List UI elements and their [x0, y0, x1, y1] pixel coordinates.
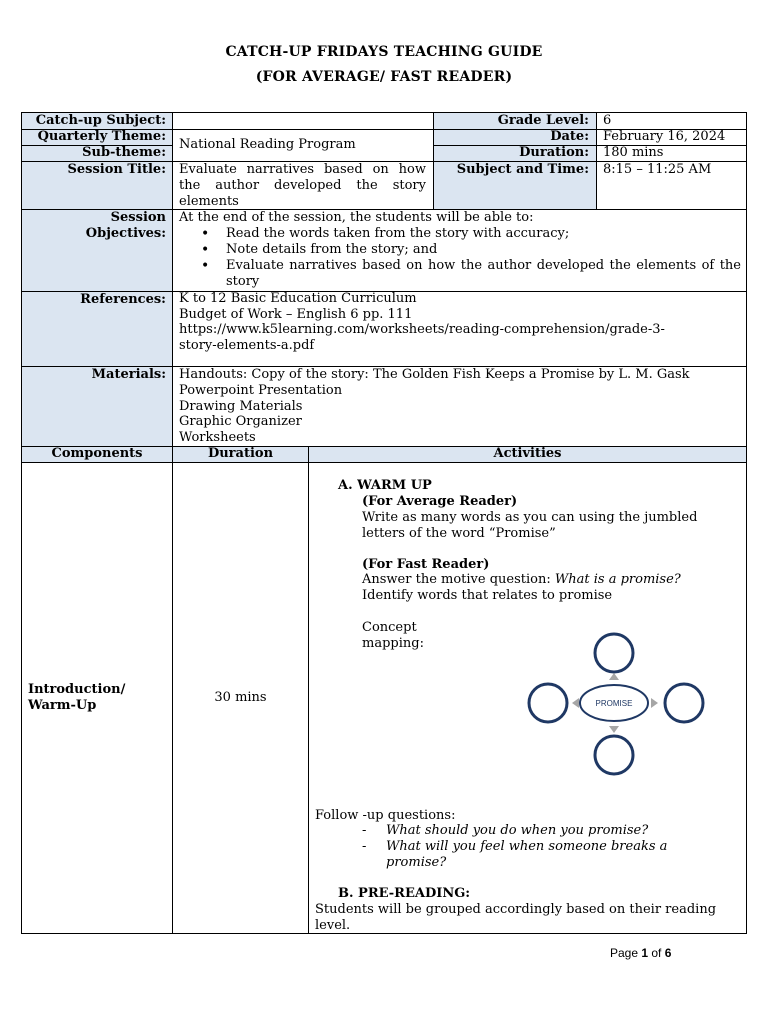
- followup-dash: -: [362, 839, 367, 854]
- table-border: [21, 462, 747, 463]
- table-border: [172, 112, 173, 446]
- prereading-text: Students will be grouped accordingly based on their reading level.: [315, 902, 717, 933]
- reference-line: Budget of Work – English 6 pp. 111: [179, 307, 413, 322]
- fast-reader-heading: (For Fast Reader): [362, 557, 490, 572]
- grade-level-label: Grade Level:: [497, 113, 589, 128]
- reference-link-cont[interactable]: story-elements-a.pdf: [179, 338, 315, 353]
- header-activities: Activities: [493, 446, 562, 461]
- concept-node-left: [529, 684, 567, 722]
- arrow-down-icon: [609, 726, 619, 733]
- followup-label: Follow -up questions:: [315, 808, 456, 823]
- objectives-label-line1: Session: [110, 210, 166, 225]
- material-line: Handouts: Copy of the story: The Golden Fish Keeps a Promise by L. M. Gask: [179, 367, 690, 382]
- session-title-value: Evaluate narratives based on how the author developed the story elements: [179, 162, 426, 209]
- page-number: [610, 946, 671, 960]
- subject-time-label: Subject and Time:: [456, 162, 589, 177]
- table-border: [172, 129, 433, 130]
- table-border: [596, 112, 597, 210]
- objective-item: • Read the words taken from the story with accuracy;: [179, 226, 741, 242]
- reference-link[interactable]: https://www.k5learning.com/worksheets/reading-comprehension/grade-3-: [179, 322, 665, 337]
- quarterly-theme-label: Quarterly Theme:: [37, 129, 166, 144]
- concept-node-right: [665, 684, 703, 722]
- followup-question: What should you do when you promise?: [386, 823, 649, 838]
- sub-theme-label: Sub-theme:: [82, 145, 166, 160]
- concept-node-top: [595, 634, 633, 672]
- concept-node-bottom: [595, 736, 633, 774]
- component-introduction-warmup: Introduction/ Warm-Up: [28, 682, 126, 713]
- objective-item: • Note details from the story; and: [179, 242, 741, 258]
- page-current: 1: [641, 946, 649, 960]
- date-value: February 16, 2024: [603, 129, 726, 144]
- material-line: Graphic Organizer: [179, 414, 302, 429]
- prereading-heading: B. PRE-READING:: [338, 886, 471, 901]
- catchup-subject-label: Catch-up Subject:: [35, 113, 166, 128]
- motive-question: What is a promise?: [554, 572, 681, 587]
- subject-time-value: 8:15 – 11:25 AM: [603, 162, 712, 177]
- table-border: [308, 446, 309, 934]
- materials-label: Materials:: [91, 367, 166, 382]
- arrow-up-icon: [609, 673, 619, 680]
- objectives-list: [179, 226, 741, 290]
- followup-question: What will you feel when someone breaks a promise?: [386, 839, 668, 870]
- page-total: 6: [664, 946, 672, 960]
- grade-level-value: 6: [603, 113, 612, 128]
- date-label: Date:: [550, 129, 589, 144]
- arrow-right-icon: [651, 698, 658, 708]
- arrow-left-icon: [572, 698, 579, 708]
- objective-item: • Evaluate narratives based on how the author developed the elements of the story: [179, 258, 741, 290]
- header-components: Components: [51, 446, 143, 461]
- warmup-heading: A. WARM UP: [338, 478, 432, 493]
- page-of: of: [648, 946, 665, 960]
- page-prefix: Page: [610, 946, 642, 960]
- reference-line: K to 12 Basic Education Curriculum: [179, 291, 417, 306]
- document-subtitle: (FOR AVERAGE/ FAST READER): [255, 69, 513, 85]
- references-label: References:: [80, 292, 166, 307]
- fast-reader-text: Identify words that relates to promise: [362, 588, 613, 603]
- header-duration: Duration: [207, 446, 274, 461]
- session-title-label: Session Title:: [67, 162, 166, 177]
- concept-mapping-label-line2: mapping:: [362, 636, 424, 651]
- table-border: [433, 112, 434, 210]
- concept-center-label: PROMISE: [595, 699, 633, 708]
- table-border: [746, 112, 747, 934]
- duration-value: 180 mins: [603, 145, 664, 160]
- material-line: Powerpoint Presentation: [179, 383, 343, 398]
- material-line: Drawing Materials: [179, 399, 303, 414]
- objectives-intro: At the end of the session, the students will be able to:: [179, 210, 534, 225]
- table-border: [21, 112, 22, 934]
- fast-reader-prefix: Answer the motive question:: [362, 572, 555, 587]
- duration-label: Duration:: [519, 145, 589, 160]
- material-line: Worksheets: [179, 430, 256, 445]
- document-title: CATCH-UP FRIDAYS TEACHING GUIDE: [225, 44, 543, 60]
- fast-reader-question-line: [362, 572, 742, 588]
- objectives-label-line2: Objectives:: [85, 226, 166, 241]
- average-reader-heading: (For Average Reader): [362, 494, 518, 509]
- followup-dash: -: [362, 823, 367, 838]
- quarterly-theme-value: National Reading Program: [179, 137, 356, 152]
- concept-map-diagram: [520, 628, 720, 778]
- row-duration: 30 mins: [214, 690, 267, 705]
- average-reader-text: Write as many words as you can using the jumbled letters of the word “Promise”: [362, 510, 698, 541]
- concept-mapping-label-line1: Concept: [362, 620, 417, 635]
